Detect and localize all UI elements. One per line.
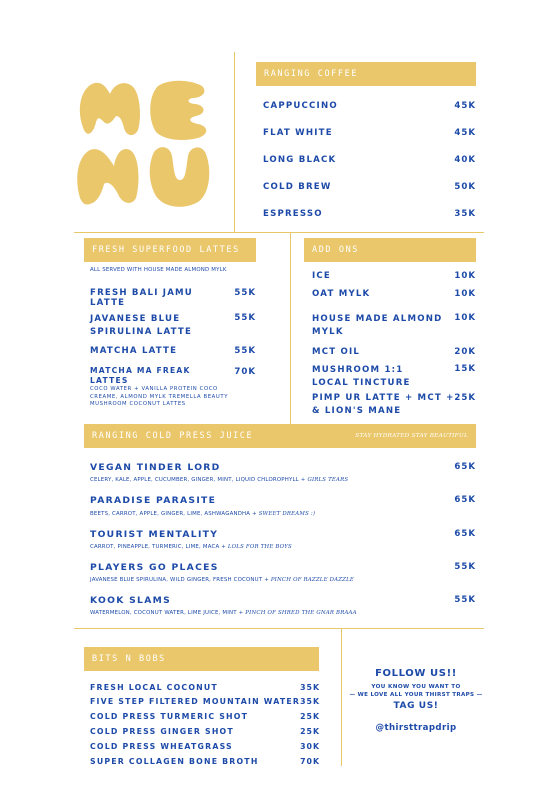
bits-header — [84, 647, 319, 671]
juice-item-price: 55K — [454, 595, 476, 605]
bits-title: BITS N BOBS — [92, 654, 166, 664]
juice-item-desc: CELERY, KALE, APPLE, CUCUMBER, GINGER, MINT, LIQUID CHLOROPHYLL + GIRLS TEARS — [90, 477, 349, 483]
coffee-item-price: 40K — [454, 155, 476, 165]
addon-item-name: ICE — [312, 271, 331, 281]
coffee-item-name: CAPPUCCINO — [263, 101, 338, 111]
juice-item-name: PLAYERS GO PLACES — [90, 562, 219, 573]
juice-title: RANGING COLD PRESS JUICE — [92, 431, 254, 441]
addon-item-price: 10K — [454, 313, 476, 323]
follow-block — [346, 668, 486, 738]
addon-item-price: +25K — [446, 393, 476, 403]
juice-item-desc: CARROT, PINEAPPLE, TURMERIC, LIME, MACA + LOLS FOR THE BOYS — [90, 544, 292, 550]
latte-item-name: MATCHA MA FREAK LATTES — [90, 366, 191, 385]
addons-title: ADD ONS — [312, 245, 360, 255]
divider-bottom-vertical — [341, 628, 342, 766]
bits-item-price: 35K — [300, 697, 320, 706]
latte-item-name: MATCHA LATTE — [90, 346, 178, 356]
coffee-item-name: LONG BLACK — [263, 155, 337, 165]
coffee-item-price: 35K — [454, 209, 476, 219]
bits-item-price: 70K — [300, 757, 320, 766]
bits-item-price: 25K — [300, 727, 320, 736]
ranging-coffee-header — [256, 62, 476, 86]
instagram-handle-link[interactable]: @thirsttrapdrip — [375, 723, 457, 733]
addon-item-name: PIMP UR LATTE + MCT & LION'S MANE — [312, 393, 442, 416]
latte-item-desc: COCO WATER + VANILLA PROTEIN COCO CREAME, ALMOND MYLK TREMELLA BEAUTY MUSHROOM COCONUT LATTES — [90, 386, 229, 408]
juice-item-price: 65K — [454, 462, 476, 472]
juice-item-desc: WATERMELON, COCONUT WATER, LIME JUICE, MINT + PINCH OF SHRED THE GNAR BRAAA — [90, 610, 357, 616]
addon-item-name: HOUSE MADE ALMOND MYLK — [312, 314, 443, 337]
juice-item-price: 55K — [454, 562, 476, 572]
juice-item-desc: JAVANESE BLUE SPIRULINA, WILD GINGER, FRESH COCONUT + PINCH OF RAZZLE DAZZLE — [90, 577, 355, 583]
divider-top-vertical — [234, 52, 235, 232]
juice-tagline: STAY HYDRATED STAY BEAUTIFUL — [355, 433, 468, 439]
menu-logo — [74, 72, 224, 212]
follow-heading: FOLLOW US!! — [375, 668, 457, 679]
juice-item-price: 65K — [454, 529, 476, 539]
latte-item-name: JAVANESE BLUE SPIRULINA LATTE — [90, 314, 193, 337]
bits-item-name: FIVE STEP FILTERED MOUNTAIN WATER — [90, 697, 301, 706]
addons-header — [304, 238, 476, 262]
juice-item-name: PARADISE PARASITE — [90, 495, 217, 506]
juice-header — [84, 424, 476, 448]
juice-item-desc: BEETS, CARROT, APPLE, GINGER, LIME, ASHWAGANDHA + SWEET DREAMS :) — [90, 511, 316, 517]
juice-item-name: KOOK SLAMS — [90, 595, 171, 606]
coffee-item-name: COLD BREW — [263, 182, 332, 192]
latte-item-price: 55K — [234, 288, 256, 298]
latte-item-price: 55K — [234, 346, 256, 356]
latte-item-price: 70K — [234, 367, 256, 377]
addon-item-price: 10K — [454, 289, 476, 299]
bits-item-name: FRESH LOCAL COCONUT — [90, 683, 218, 692]
follow-line-3: TAG US! — [393, 701, 439, 711]
bits-item-price: 25K — [300, 712, 320, 721]
juice-item-name: TOURIST MENTALITY — [90, 529, 219, 540]
coffee-item-price: 50K — [454, 182, 476, 192]
bits-item-name: SUPER COLLAGEN BONE BROTH — [90, 757, 259, 766]
coffee-item-price: 45K — [454, 128, 476, 138]
divider-mid-vertical — [290, 232, 291, 428]
coffee-item-name: ESPRESSO — [263, 209, 323, 219]
addon-item-name: OAT MYLK — [312, 289, 371, 299]
divider-bottom-horizontal — [74, 628, 484, 629]
addon-item-name: MUSHROOM 1:1 LOCAL TINCTURE — [312, 365, 411, 388]
addon-item-price: 20K — [454, 347, 476, 357]
latte-item-price: 55K — [234, 313, 256, 323]
addon-item-price: 10K — [454, 271, 476, 281]
juice-item-price: 65K — [454, 495, 476, 505]
superfood-title: FRESH SUPERFOOD LATTES — [92, 245, 240, 255]
coffee-item-price: 45K — [454, 101, 476, 111]
ranging-coffee-title: RANGING COFFEE — [264, 69, 359, 79]
coffee-item-name: FLAT WHITE — [263, 128, 333, 138]
bits-item-price: 35K — [300, 683, 320, 692]
addon-item-price: 15K — [454, 364, 476, 374]
bits-item-name: COLD PRESS TURMERIC SHOT — [90, 712, 249, 721]
addon-item-name: MCT OIL — [312, 347, 361, 357]
divider-top-horizontal — [74, 232, 484, 233]
bits-item-name: COLD PRESS GINGER SHOT — [90, 727, 234, 736]
superfood-header — [84, 238, 256, 262]
juice-item-name: VEGAN TINDER LORD — [90, 462, 221, 473]
bits-item-name: COLD PRESS WHEATGRASS — [90, 742, 233, 751]
bits-item-price: 30K — [300, 742, 320, 751]
follow-line-2: — WE LOVE ALL YOUR THIRST TRAPS — — [349, 692, 483, 698]
latte-item-name: FRESH BALI JAMU LATTE — [90, 288, 193, 308]
follow-line-1: YOU KNOW YOU WANT TO — [371, 684, 461, 690]
superfood-note: ALL SERVED WITH HOUSE MADE ALMOND MYLK — [90, 267, 227, 273]
